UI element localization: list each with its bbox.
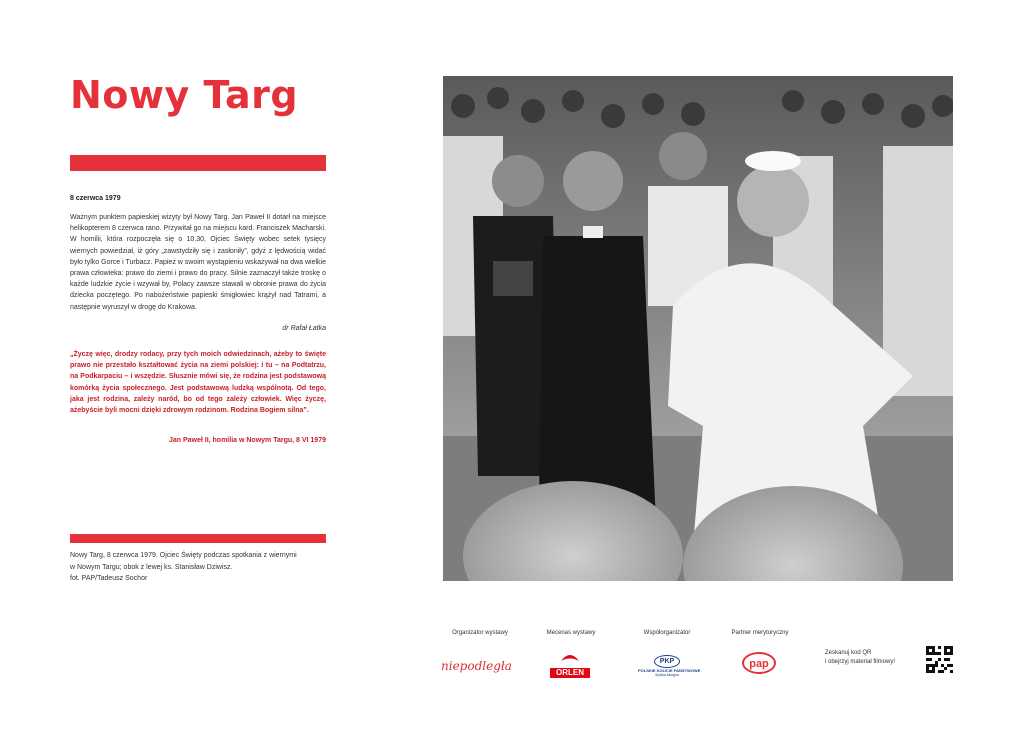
pkp-subtitle: Spółka Akcyjna: [655, 673, 679, 677]
pkp-fullname: POLSKIE KOLEJE PAŃSTWOWE: [638, 668, 701, 673]
article-body: Ważnym punktem papieskiej wizyty był Nowy Targ. Jan Paweł II dotarł na miejsce helikopterem 8 czerwca rano. Przywitał go na miejscu kard. Franciszek Macharski. W homilii, która rozpoczęła się o 10.30, Ojciec Święty wobec setek tysięcy wiernych powiedział, iż góry „zawstydziły się i zasłoniły”, gdyż z lędwością widać było tylko Gorce i Turbacz. Papież w swoim wystąpieniu wskazywał na dwa wielkie prawa człowieka: prawo do ziemi i prawo do pracy. Silnie zaznaczył także troskę o każde ludzkie życie i wzywał by, Polacy zawsze stawali w obronie prawa do życia dziecka poczętego. Po nabożeństwie papieski śmigłowiec krążył nad Tatrami, a następnie wyruszył w drogę do Krakowa.: [70, 214, 326, 311]
eagle-icon: [560, 651, 580, 663]
sponsor-label: Współorganizator: [643, 630, 691, 636]
event-date: 8 czerwca 1979: [70, 195, 121, 202]
sponsor-partner: [700, 630, 820, 636]
accent-bar-top: [70, 155, 326, 171]
sponsor-label: Partner merytoryczny: [731, 630, 789, 636]
pkp-emblem: PKP: [654, 655, 680, 668]
qr-icon: [926, 646, 953, 673]
caption-line: w Nowym Targu; obok z lewej ks. Stanisław Dziwisz.: [70, 563, 233, 571]
photo-caption: [70, 550, 340, 585]
qr-line: i obejrzyj materiał filmowy!: [825, 659, 896, 665]
accent-bar-bottom: [70, 534, 326, 543]
papal-quote: „Życzę więc, drodzy rodacy, przy tych moich odwiedzinach, ażeby to święte prawo nie przestało kształtować życia na ziemi polskiej: i tu – na Podtatrzu, na Podkarpaciu – i wszędzie. Słusznie mówi się, że rodzina jest podstawową komórką życia społecznego. Jest podstawową ludzką wspólnotą. Od tego, jaka jest rodzina, zależy naród, bo od tego zależy człowiek. Więc życzę, ażebyście byli mocni dzięki zdrowym rodzinom. Rodzina Bogiem silna”.: [70, 351, 326, 415]
historic-photo: [443, 76, 953, 581]
pkp-logo: [638, 650, 701, 680]
niepodlegla-logo: niepodległa: [441, 659, 512, 673]
orlen-logo: [550, 650, 590, 678]
qr-line: Zeskanuj kod QR: [825, 650, 872, 656]
page-title: Nowy Targ: [70, 73, 299, 117]
article-author: dr Rafał Łatka: [282, 325, 326, 332]
caption-line: Nowy Targ, 8 czerwca 1979. Ojciec Święty podczas spotkania z wiernymi: [70, 552, 297, 559]
sponsor-label: Mecenas wystawy: [546, 630, 596, 636]
quote-source: Jan Paweł II, homilia w Nowym Targu, 8 VI 1979: [168, 437, 326, 444]
photo-credit: fot. PAP/Tadeusz Sochor: [70, 575, 148, 582]
sponsor-label: Organizator wystawy: [452, 630, 508, 636]
qr-instructions: [825, 649, 925, 667]
pap-logo: pap: [742, 652, 776, 674]
orlen-wordmark: ORLEN: [550, 668, 590, 678]
qr-code[interactable]: [926, 646, 953, 673]
